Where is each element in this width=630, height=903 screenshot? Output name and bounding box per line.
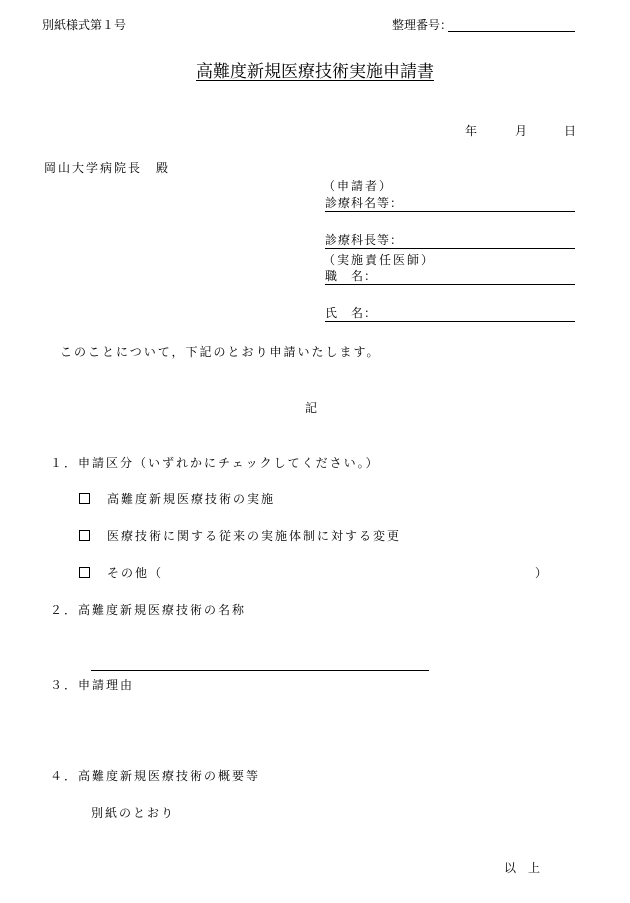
- option-label-3: その他（: [107, 566, 164, 580]
- other-detail-input[interactable]: [156, 563, 530, 581]
- section-2-label: ２．高難度新規医療技術の名称: [50, 603, 247, 617]
- date-month-label: 月: [515, 124, 528, 138]
- reference-number-label: 整理番号：: [392, 18, 453, 32]
- reference-number-line: [448, 31, 575, 32]
- section-4-body: 別紙のとおり: [91, 806, 176, 820]
- option-label-2: 医療技術に関する従来の実施体制に対する変更: [107, 529, 402, 543]
- department-head-field[interactable]: 診療科長等：: [325, 232, 575, 249]
- section-4-label: ４．高難度新規医療技術の概要等: [50, 769, 261, 783]
- intro-text: このことについて，下記のとおり申請いたします。: [60, 345, 381, 359]
- name-field[interactable]: 氏 名：: [325, 305, 575, 322]
- option-checkbox-2[interactable]: [79, 530, 90, 543]
- option-checkbox-1[interactable]: [79, 493, 90, 506]
- option-checkbox-3[interactable]: [79, 567, 90, 580]
- section-3-label: ３．申請理由: [50, 678, 135, 692]
- option-label-1: 高難度新規医療技術の実施: [107, 492, 276, 506]
- department-field[interactable]: 診療科名等：: [325, 195, 575, 212]
- option-close-paren: ）: [535, 566, 548, 580]
- position-field[interactable]: 職 名：: [325, 268, 575, 285]
- technology-name-field[interactable]: [91, 652, 429, 671]
- section-1-label: １．申請区分（いずれかにチェックしてください。）: [50, 456, 380, 470]
- checkbox-icon: [79, 567, 90, 578]
- date-day-label: 日: [564, 124, 577, 138]
- applicant-heading: （申請者）: [323, 179, 394, 193]
- form-id-label: 別紙様式第１号: [42, 18, 127, 32]
- date-year-label: 年: [465, 124, 478, 138]
- ki-heading: 記: [305, 401, 318, 415]
- checkbox-icon: [79, 493, 90, 504]
- responsible-physician-heading: （実施責任医師）: [323, 253, 436, 267]
- addressee: 岡山大学病院長 殿: [44, 161, 171, 175]
- closing-mark: 以 上: [504, 861, 541, 875]
- document-title: 高難度新規医療技術実施申請書: [196, 62, 434, 82]
- checkbox-icon: [79, 530, 90, 541]
